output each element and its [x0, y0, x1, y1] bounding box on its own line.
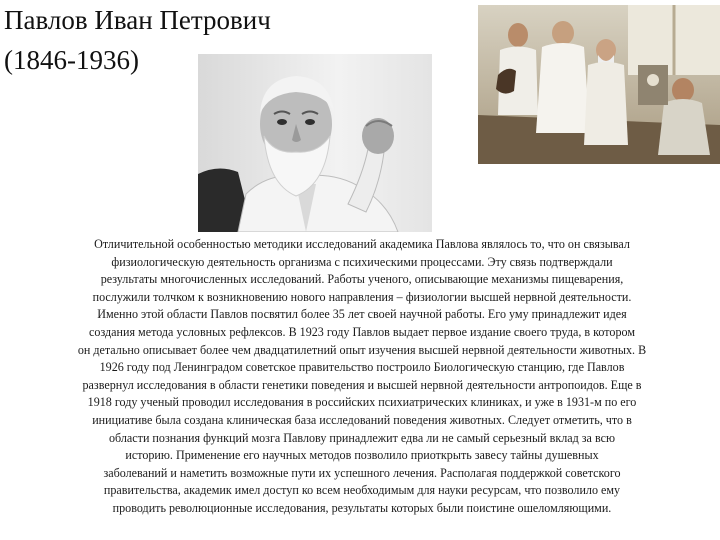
title-years: (1846-1936)	[4, 45, 139, 75]
body-line: послужили толчком к возникновению нового направления – физиологии высшей нервной деятельности.	[92, 289, 632, 304]
body-line: результаты многочисленных исследований. Работы ученого, описывающие механизмы пищеварения,	[100, 272, 624, 287]
body-line: он детально описывает более чем двадцатилетний опыт изучения высшей нервной деятельности животных. В	[77, 342, 647, 357]
lab-painting	[478, 5, 720, 164]
body-line: области познания функций мозга Павлову принадлежит едва ли не самый серьезный вклад за всю	[108, 430, 615, 445]
body-line: 1926 году под Ленинградом советское правительство построило Биологическую станцию, где Павлов	[99, 360, 625, 375]
body-line: Именно этой области Павлов посвятил более 35 лет своей научной работы. Его уму принадлежит идея	[97, 307, 627, 322]
body-line: проводить революционные исследования, результаты которых были поистине ошеломляющими.	[112, 500, 612, 515]
body-line: правительства, академик имел доступ ко всем необходимым для науки ресурсам, что позволило ему	[103, 483, 621, 498]
body-line: историю. Применение его научных методов позволило приоткрыть завесу тайны душевных	[125, 448, 599, 463]
body-line: инициативе была создана клиническая база исследований поведения животных. Следует отметить, что в	[92, 412, 632, 427]
body-line: Отличительной особенностью методики исследований академика Павлова являлось то, что он связывал	[94, 237, 630, 251]
body-line: заболеваний и наметить возможные пути их успешного лечения. Располагая поддержкой советского	[103, 465, 621, 480]
body-line: создания метода условных рефлексов. В 1923 году Павлов выдает первое издание своего труда, в котором	[89, 324, 635, 339]
body-line: 1918 году ученый проводил исследования в российских психиатрических клиниках, и уже в 1931-м по его	[87, 395, 637, 410]
body-line: развернул исследования в области генетики поведения и высшей нервной деятельности антропоидов. Еще в	[82, 377, 642, 392]
biography-paragraph	[22, 236, 702, 518]
body-line: физиологическую деятельность организма с психическими процессами. Эту связь подтверждали	[111, 254, 613, 269]
title-name: Павлов Иван Петрович	[4, 5, 271, 35]
portrait-photo	[198, 54, 432, 232]
